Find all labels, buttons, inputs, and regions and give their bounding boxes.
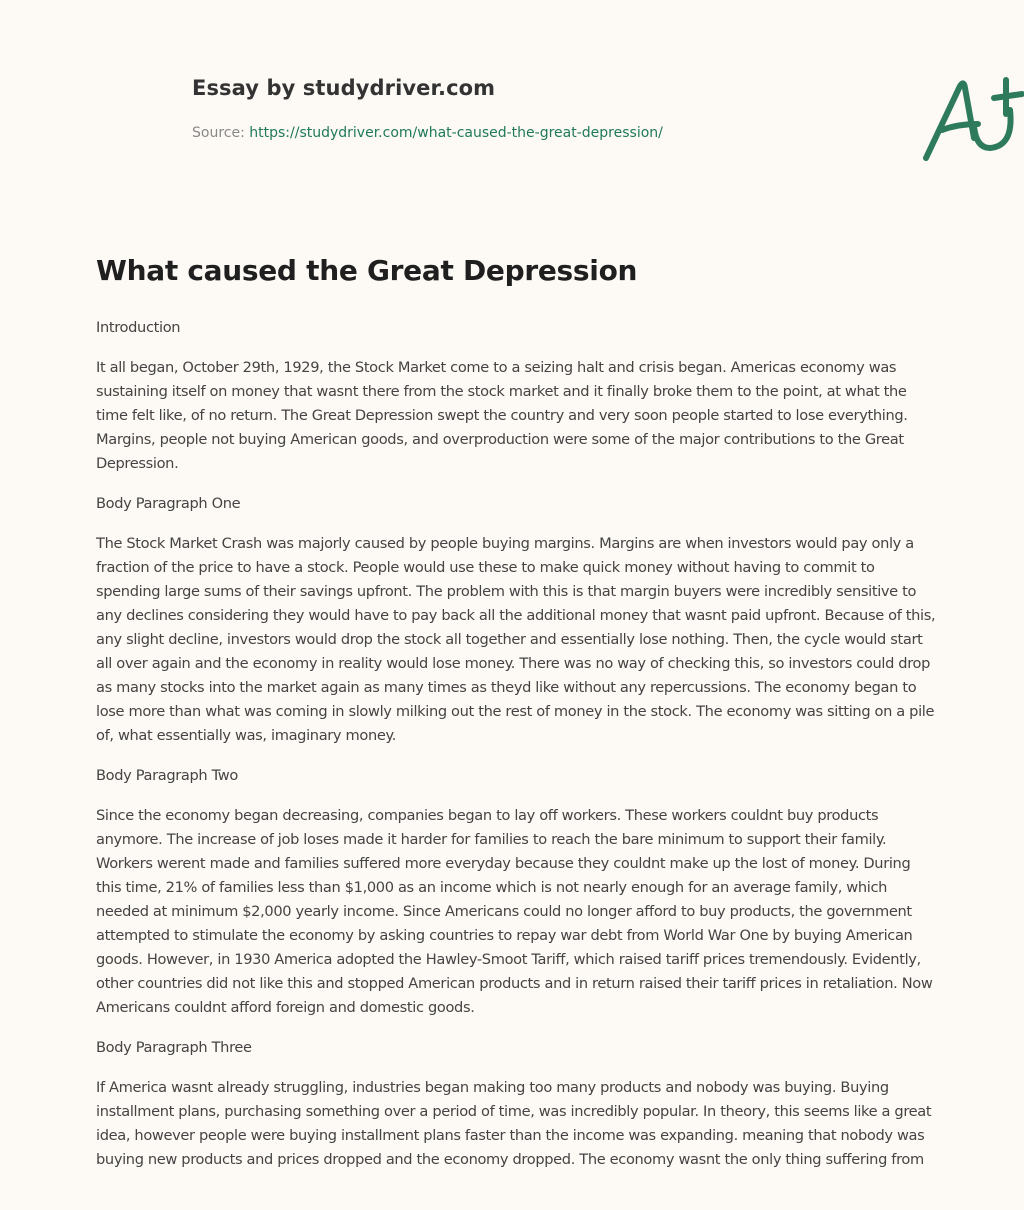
section-heading-introduction: Introduction [96,319,181,336]
paragraph-body-three: If America wasnt already struggling, industries began making too many products and nobody was buying. Buying installment plans, purchasing something over a period of time, was incredibly popular. In theory, this seems like a great idea, however people were buying installment plans faster than the income was expanding. meaning that nobody was buying new products and prices dropped and the economy dropped. The economy wasnt the only thing suffering from [96,1079,932,1168]
essay-title: What caused the Great Depression [96,254,638,287]
a-plus-grade-icon [918,68,1024,168]
source-label: Source: [192,125,245,141]
source-line [192,125,663,141]
section-heading-body-one: Body Paragraph One [96,495,241,512]
paragraph-body-one: The Stock Market Crash was majorly caused by people buying margins. Margins are when investors would pay only a fraction of the price to have a stock. People would use these to make quick money without having to commit to spending large sums of their savings upfront. The problem with this is that margin buyers were incredibly sensitive to any declines considering they would have to pay back all the additional money that wasnt paid upfront. Because of this, any slight decline, investors would drop the stock all together and essentially lose nothing. Then, the cycle would start all over again and the economy in reality would lose money. There was no way of checking this, so investors could drop as many stocks into the market again as many times as theyd like without any repercussions. The economy began to lose more than what was coming in slowly milking out the rest of money in the stock. The economy was sitting on a pile of, what essentially was, imaginary money. [96,535,936,744]
source-link[interactable]: https://studydriver.com/what-caused-the-great-depression/ [249,125,663,141]
section-heading-body-three: Body Paragraph Three [96,1039,252,1056]
paragraph-body-two: Since the economy began decreasing, companies began to lay off workers. These workers couldnt buy products anymore. The increase of job loses made it harder for families to reach the bare minimum to support their family. Workers werent made and families suffered more everyday because they couldnt make up the lost of money. During this time, 21% of families less than $1,000 as an income which is not nearly enough for an average family, which needed at minimum $2,000 yearly income. Since Americans could no longer afford to buy products, the government attempted to stimulate the economy by asking countries to repay war debt from World War One by buying American goods. However, in 1930 America adopted the Hawley-Smoot Tariff, which raised tariff prices tremendously. Evidently, other countries did not like this and stopped American products and in return raised their tariff prices in retaliation. Now Americans couldnt afford foreign and domestic goods. [96,807,933,1016]
section-heading-body-two: Body Paragraph Two [96,767,238,784]
essay-body [96,316,936,1188]
page-header [96,0,928,200]
brand-title: Essay by studydriver.com [192,76,496,100]
paragraph-introduction: It all began, October 29th, 1929, the Stock Market come to a seizing halt and crisis began. Americas economy was sustaining itself on money that wasnt there from the stock market and it finally broke them to the point, at what the time felt like, of no return. The Great Depression swept the country and very soon people started to lose everything. Margins, people not buying American goods, and overproduction were some of the major contributions to the Great Depression. [96,359,908,472]
